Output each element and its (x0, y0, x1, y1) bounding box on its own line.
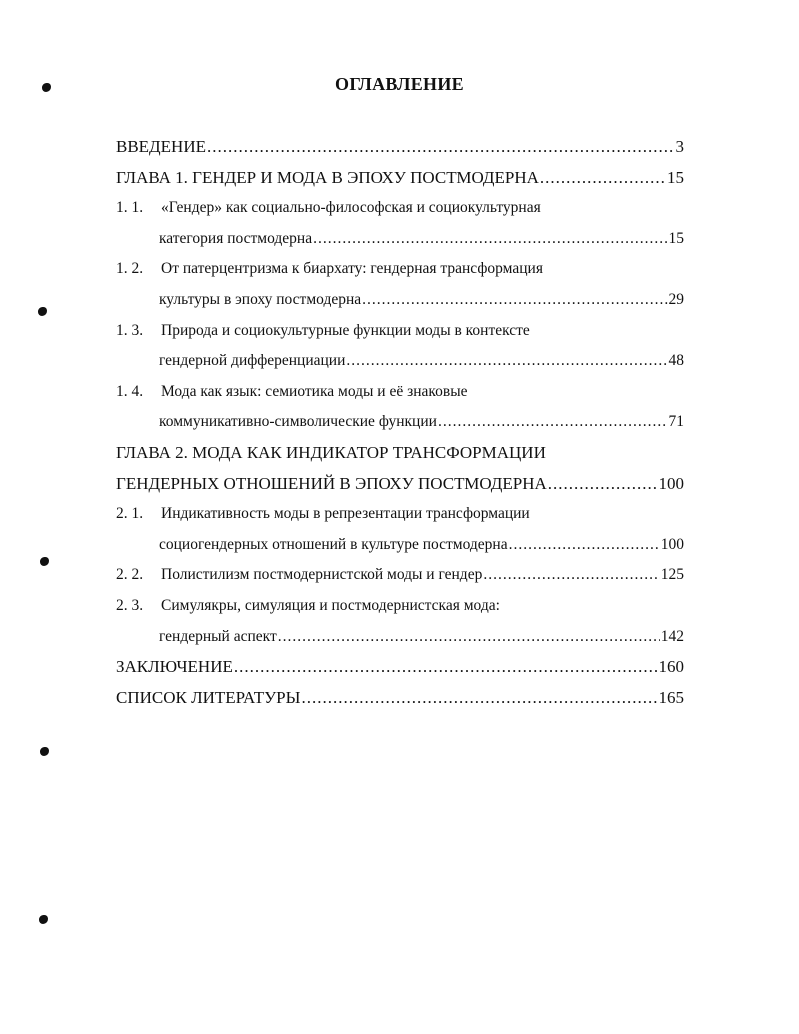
toc-entry-line (116, 622, 684, 653)
toc-section-number: 2. 1. (116, 505, 144, 523)
dot-leader (207, 132, 675, 163)
toc-entry-line (116, 438, 684, 469)
toc-entry-title: ВВЕДЕНИЕ (116, 137, 206, 156)
toc-chapter-entry (116, 163, 684, 194)
toc-entry-line (116, 163, 684, 194)
toc-entry-line (116, 346, 684, 377)
page-title: ОГЛАВЛЕНИЕ (335, 74, 464, 94)
toc-entry-line (116, 499, 684, 530)
toc-section-entry (116, 316, 684, 377)
toc-page-number: 125 (660, 566, 684, 584)
dot-leader (313, 224, 667, 255)
toc-entry-line (116, 530, 684, 561)
toc-entry-title: гендерный аспект (159, 627, 277, 645)
toc-page-number: 15 (668, 229, 684, 247)
toc-entry-title: коммуникативно-символические функции (159, 413, 437, 431)
binding-hole-mark (39, 915, 48, 924)
toc-entry-title: Полистилизм постмодернистской моды и гендер (161, 566, 483, 584)
toc-section-entry (116, 499, 684, 560)
toc-page-number: 3 (675, 137, 684, 156)
toc-entry-line (116, 285, 684, 316)
toc-chapter-entry (116, 652, 684, 683)
toc-page-number: 100 (658, 473, 684, 493)
toc-section-number: 1. 2. (116, 260, 144, 278)
toc-entry-title: Симулякры, симуляция и постмодернистская мода: (161, 596, 500, 614)
toc-entry-title: социогендерных отношений в культуре постмодерна (159, 535, 508, 553)
toc-page-number: 100 (660, 535, 684, 553)
dot-leader (346, 346, 667, 377)
toc-section-entry (116, 377, 684, 438)
toc-entry-line (116, 683, 684, 714)
toc-chapter-entry (116, 438, 684, 499)
toc-entry-title: Природа и социокультурные функции моды в контексте (161, 321, 530, 339)
binding-hole-mark (38, 307, 47, 316)
toc-section-number: 1. 3. (116, 321, 144, 339)
toc-section-number: 1. 1. (116, 199, 144, 217)
toc-entry-title: СПИСОК ЛИТЕРАТУРЫ (116, 687, 301, 707)
dot-leader (362, 285, 667, 316)
toc-entry-title: Мода как язык: семиотика моды и её знаковые (161, 382, 468, 400)
toc-entry-line (116, 254, 684, 285)
toc-page-number: 142 (660, 627, 684, 645)
toc-page-number: 160 (658, 657, 684, 677)
toc-page-number: 71 (668, 413, 684, 431)
toc-chapter-entry (116, 132, 684, 163)
toc-entry-title: ГЛАВА 1. ГЕНДЕР И МОДА В ЭПОХУ ПОСТМОДЕРНА (116, 167, 539, 187)
toc-entry-title: гендерной дифференциации (159, 352, 346, 370)
toc-entry-title: От патерцентризма к биархату: гендерная трансформация (161, 260, 543, 278)
toc-section-entry (116, 560, 684, 591)
table-of-contents (116, 132, 684, 713)
toc-entry-line (116, 224, 684, 255)
toc-section-number: 2. 2. (116, 566, 144, 584)
binding-hole-mark (40, 557, 49, 566)
toc-entry-title: ГЕНДЕРНЫХ ОТНОШЕНИЙ В ЭПОХУ ПОСТМОДЕРНА (116, 473, 547, 493)
toc-entry-line (116, 407, 684, 438)
toc-entry-title: ЗАКЛЮЧЕНИЕ (116, 657, 233, 677)
dot-leader (509, 530, 660, 561)
dot-leader (438, 407, 668, 438)
toc-section-entry (116, 193, 684, 254)
dot-leader (540, 163, 666, 194)
toc-entry-line (116, 591, 684, 622)
toc-entry-line (116, 132, 684, 163)
dot-leader (301, 683, 657, 714)
toc-page-number: 29 (668, 290, 684, 308)
toc-entry-title: ГЛАВА 2. МОДА КАК ИНДИКАТОР ТРАНСФОРМАЦИИ (116, 442, 546, 462)
toc-entry-title: культуры в эпоху постмодерна (159, 290, 362, 308)
toc-page-number: 15 (667, 167, 684, 187)
dot-leader (548, 469, 658, 500)
toc-entry-title: «Гендер» как социально-философская и социокультурная (161, 199, 541, 217)
toc-section-entry (116, 254, 684, 315)
toc-entry-line (116, 377, 684, 408)
dot-leader (483, 560, 659, 591)
toc-entry-line (116, 316, 684, 347)
toc-entry-line (116, 193, 684, 224)
toc-page-number: 165 (658, 687, 684, 707)
toc-entry-line (116, 560, 684, 591)
toc-section-number: 2. 3. (116, 596, 144, 614)
toc-entry-line (116, 469, 684, 500)
dot-leader (278, 622, 660, 653)
toc-chapter-entry (116, 683, 684, 714)
dot-leader (234, 652, 658, 683)
toc-entry-line (116, 652, 684, 683)
toc-page-number: 48 (668, 352, 684, 370)
toc-entry-title: категория постмодерна (159, 229, 313, 247)
toc-section-number: 1. 4. (116, 382, 144, 400)
toc-entry-title: Индикативность моды в репрезентации трансформации (161, 505, 530, 523)
binding-hole-mark (40, 747, 49, 756)
toc-section-entry (116, 591, 684, 652)
